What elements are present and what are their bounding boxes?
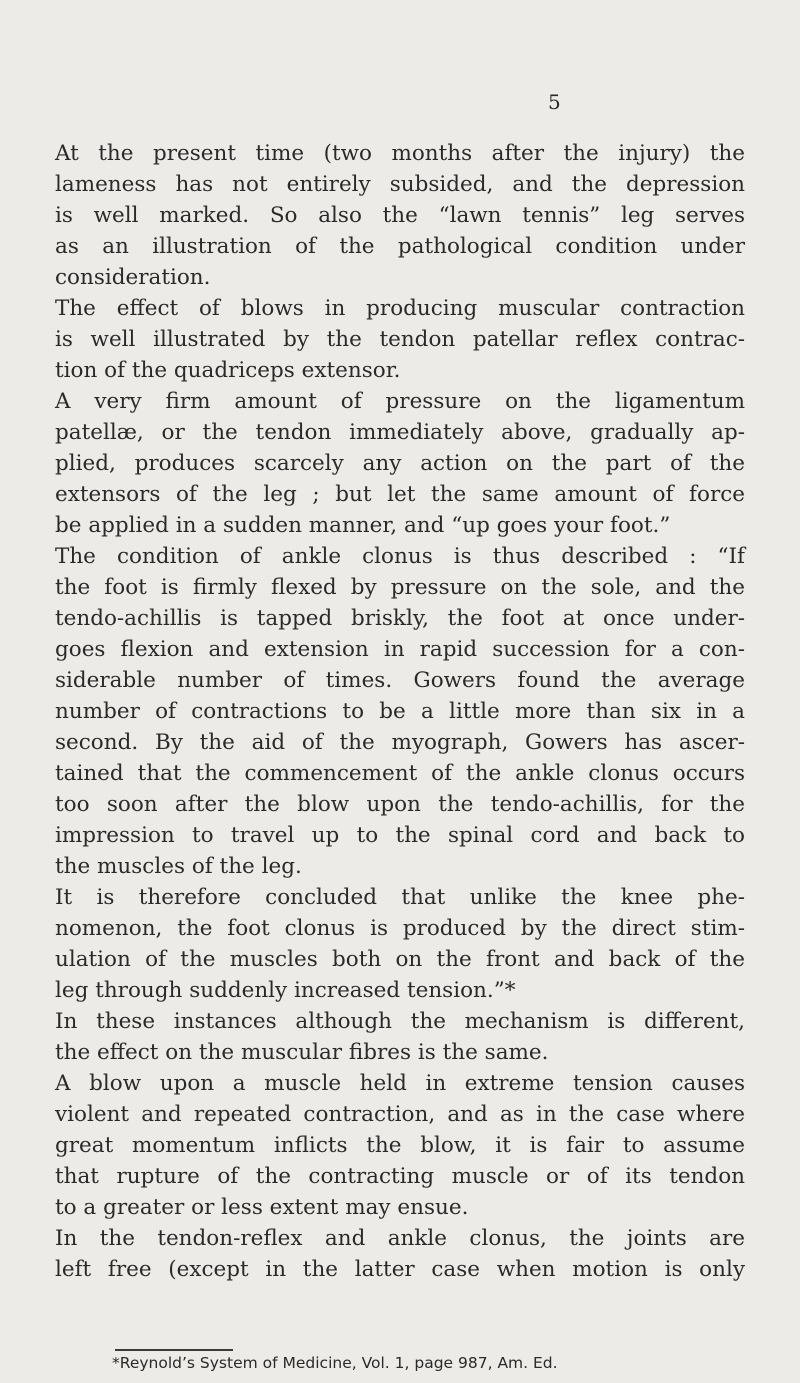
text-line: nomenon, the foot clonus is produced by the direct stim- [55, 916, 745, 941]
text-line: patellæ, or the tendon immediately above, gradually ap- [55, 420, 745, 445]
text-line: the muscles of the leg. [55, 854, 302, 879]
text-line: goes flexion and extension in rapid succession for a con- [55, 637, 745, 662]
text-line: as an illustration of the pathological condition under [55, 234, 745, 259]
text-line: siderable number of times. Gowers found the average [55, 668, 745, 693]
text-line: In these instances although the mechanism is different, [55, 1009, 745, 1034]
text-line: tained that the commencement of the ankle clonus occurs [55, 761, 745, 786]
text-line: It is therefore concluded that unlike the knee phe- [55, 885, 745, 910]
text-line: plied, produces scarcely any action on the part of the [55, 451, 745, 476]
text-line: A blow upon a muscle held in extreme tension causes [55, 1071, 745, 1096]
text-line: consideration. [55, 265, 211, 290]
text-line: the effect on the muscular fibres is the same. [55, 1040, 549, 1065]
text-line: The effect of blows in producing muscular contraction [55, 296, 745, 321]
text-line: In the tendon-reflex and ankle clonus, the joints are [55, 1226, 745, 1251]
footnote: *Reynold’s System of Medicine, Vol. 1, page 987, Am. Ed. [112, 1354, 558, 1372]
text-line: impression to travel up to the spinal cord and back to [55, 823, 745, 848]
text-line: A very firm amount of pressure on the ligamentum [55, 389, 745, 414]
text-line: left free (except in the latter case when motion is only [55, 1257, 745, 1282]
text-line: violent and repeated contraction, and as in the case where [55, 1102, 745, 1127]
text-line: be applied in a sudden manner, and “up goes your foot.” [55, 513, 671, 538]
text-line: great momentum inflicts the blow, it is fair to assume [55, 1133, 745, 1158]
text-line: number of contractions to be a little more than six in a [55, 699, 745, 724]
text-line: At the present time (two months after the injury) the [55, 141, 745, 166]
text-line: that rupture of the contracting muscle or of its tendon [55, 1164, 745, 1189]
text-line: is well illustrated by the tendon patellar reflex contrac- [55, 327, 745, 352]
page-number: 5 [548, 90, 561, 114]
text-line: leg through suddenly increased tension.”* [55, 978, 516, 1003]
body-text [55, 138, 745, 1285]
text-line: extensors of the leg ; but let the same amount of force [55, 482, 745, 507]
text-line: second. By the aid of the myograph, Gowers has ascer- [55, 730, 745, 755]
text-line: too soon after the blow upon the tendo-achillis, for the [55, 792, 745, 817]
text-line: the foot is firmly flexed by pressure on the sole, and the [55, 575, 745, 600]
footnote-divider [115, 1349, 233, 1351]
text-line: tendo-achillis is tapped briskly, the foot at once under- [55, 606, 745, 631]
text-line: ulation of the muscles both on the front and back of the [55, 947, 745, 972]
text-line: is well marked. So also the “lawn tennis” leg serves [55, 203, 745, 228]
text-line: The condition of ankle clonus is thus described : “If [55, 544, 745, 569]
text-line: tion of the quadriceps extensor. [55, 358, 401, 383]
text-line: to a greater or less extent may ensue. [55, 1195, 469, 1220]
text-line: lameness has not entirely subsided, and the depression [55, 172, 745, 197]
